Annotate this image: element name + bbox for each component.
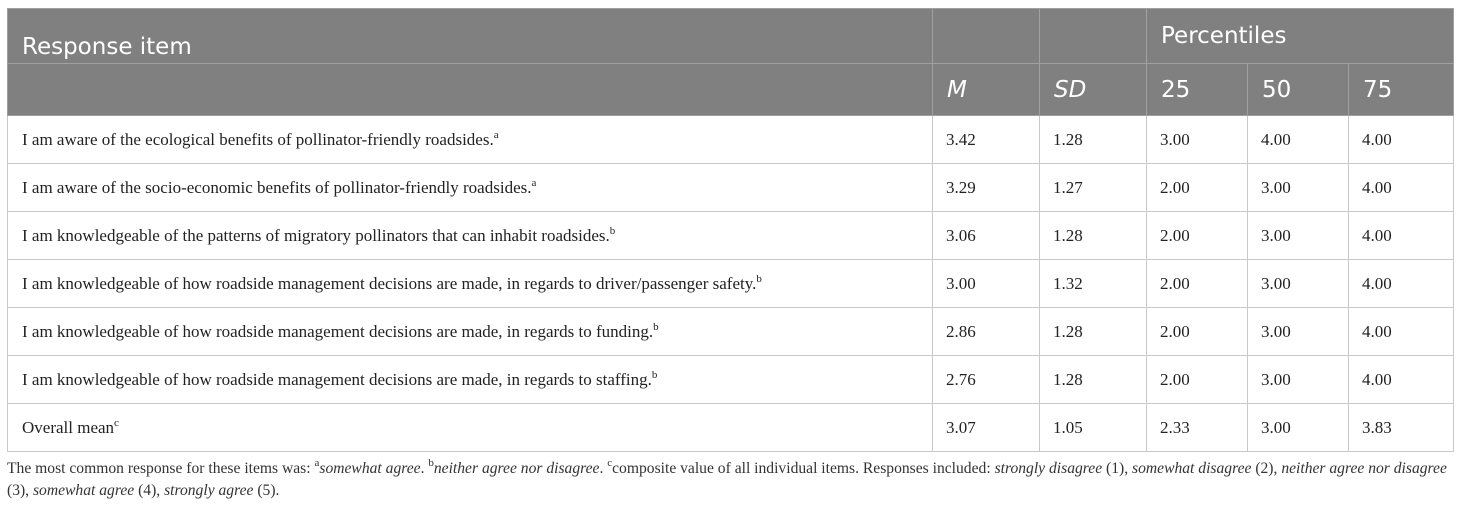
row-sd: 1.28 — [1040, 116, 1147, 164]
row-item — [8, 356, 933, 404]
header-p75: 75 — [1349, 64, 1454, 116]
row-footnote-mark: a — [531, 176, 537, 189]
row-item-text: I am knowledgeable of the patterns of migratory pollinators that can inhabit roadsides. — [22, 225, 610, 245]
table-row — [8, 308, 1454, 356]
header-percentiles: Percentiles — [1147, 9, 1454, 64]
row-p75: 4.00 — [1349, 116, 1454, 164]
row-item — [8, 260, 933, 308]
table-container — [7, 8, 1453, 452]
row-item-text: Overall mean — [22, 417, 115, 437]
table-row — [8, 116, 1454, 164]
row-item-text: I am aware of the socio-economic benefits of pollinator-friendly roadsides. — [22, 177, 532, 197]
row-mean: 2.86 — [933, 308, 1040, 356]
note-response-5-value: (5). — [253, 482, 280, 499]
note-sep: . — [420, 460, 429, 477]
header-p50: 50 — [1248, 64, 1349, 116]
header-response-item: Response item — [8, 9, 933, 64]
row-mean: 3.42 — [933, 116, 1040, 164]
row-p75: 4.00 — [1349, 308, 1454, 356]
row-p50: 3.00 — [1248, 356, 1349, 404]
row-p50: 3.00 — [1248, 260, 1349, 308]
row-p50: 3.00 — [1248, 404, 1349, 452]
row-p50: 3.00 — [1248, 212, 1349, 260]
row-p75: 4.00 — [1349, 212, 1454, 260]
row-footnote-mark: b — [756, 272, 762, 285]
row-p25: 2.00 — [1147, 164, 1248, 212]
row-item-text: I am aware of the ecological benefits of pollinator-friendly roadsides. — [22, 129, 494, 149]
note-mark-a: a — [314, 457, 320, 469]
row-sd: 1.05 — [1040, 404, 1147, 452]
header-p25: 25 — [1147, 64, 1248, 116]
row-footnote-mark: a — [493, 128, 499, 141]
row-p25: 2.00 — [1147, 212, 1248, 260]
header-mean: M — [933, 64, 1040, 116]
row-item — [8, 212, 933, 260]
row-p75: 4.00 — [1349, 356, 1454, 404]
note-response-3-value: (3), — [7, 482, 33, 499]
table-row — [8, 356, 1454, 404]
row-sd: 1.28 — [1040, 308, 1147, 356]
note-response-1-value: (1), — [1102, 460, 1133, 477]
note-response-4-value: (4), — [134, 482, 165, 499]
note-response-5: strongly agree — [164, 482, 254, 499]
row-p25: 2.00 — [1147, 260, 1248, 308]
table-row — [8, 260, 1454, 308]
note-response-2: somewhat disagree — [1132, 460, 1252, 477]
note-a-text: somewhat agree — [319, 460, 421, 477]
row-footnote-mark: b — [609, 224, 616, 237]
row-p50: 3.00 — [1248, 164, 1349, 212]
header-blank-sd — [1040, 9, 1147, 64]
row-sd: 1.28 — [1040, 356, 1147, 404]
table-footnote — [7, 458, 1453, 502]
note-intro: The most common response for these items was: — [7, 460, 315, 477]
row-p75: 4.00 — [1349, 164, 1454, 212]
row-item-text: I am knowledgeable of how roadside management decisions are made, in regards to driver/passenger safety. — [22, 273, 757, 293]
row-mean: 3.07 — [933, 404, 1040, 452]
row-sd: 1.28 — [1040, 212, 1147, 260]
note-response-2-value: (2), — [1251, 460, 1282, 477]
row-footnote-mark: b — [651, 368, 658, 381]
note-sep: . — [599, 460, 608, 477]
note-response-1: strongly disagree — [994, 460, 1103, 477]
row-item-text: I am knowledgeable of how roadside management decisions are made, in regards to staffing. — [22, 369, 652, 389]
row-sd: 1.32 — [1040, 260, 1147, 308]
row-item — [8, 116, 933, 164]
header-blank-m — [933, 9, 1040, 64]
row-p50: 3.00 — [1248, 308, 1349, 356]
row-p25: 2.00 — [1147, 356, 1248, 404]
row-item — [8, 308, 933, 356]
header-sd: SD — [1040, 64, 1147, 116]
row-item — [8, 404, 933, 452]
row-mean: 3.29 — [933, 164, 1040, 212]
header-row-top — [8, 9, 1454, 64]
note-response-4: somewhat agree — [32, 482, 135, 499]
row-footnote-mark: c — [114, 416, 119, 429]
header-row-bottom — [8, 64, 1454, 116]
table-row — [8, 212, 1454, 260]
table-row — [8, 404, 1454, 452]
header-blank-item — [8, 64, 933, 116]
row-p50: 4.00 — [1248, 116, 1349, 164]
note-response-3: neither agree nor disagree — [1281, 460, 1447, 477]
row-footnote-mark: b — [653, 320, 659, 333]
row-sd: 1.27 — [1040, 164, 1147, 212]
row-p25: 2.33 — [1147, 404, 1248, 452]
row-item-text: I am knowledgeable of how roadside management decisions are made, in regards to funding. — [22, 321, 654, 341]
row-mean: 3.00 — [933, 260, 1040, 308]
table-row — [8, 164, 1454, 212]
note-mark-c: c — [607, 457, 613, 469]
row-p75: 4.00 — [1349, 260, 1454, 308]
row-item — [8, 164, 933, 212]
response-table — [7, 8, 1454, 452]
row-mean: 2.76 — [933, 356, 1040, 404]
note-c-text: composite value of all individual items. Responses included: — [612, 460, 995, 477]
row-p75: 3.83 — [1349, 404, 1454, 452]
row-p25: 2.00 — [1147, 308, 1248, 356]
note-mark-b: b — [428, 457, 434, 469]
row-p25: 3.00 — [1147, 116, 1248, 164]
note-b-text: neither agree nor disagree — [433, 460, 600, 477]
row-mean: 3.06 — [933, 212, 1040, 260]
